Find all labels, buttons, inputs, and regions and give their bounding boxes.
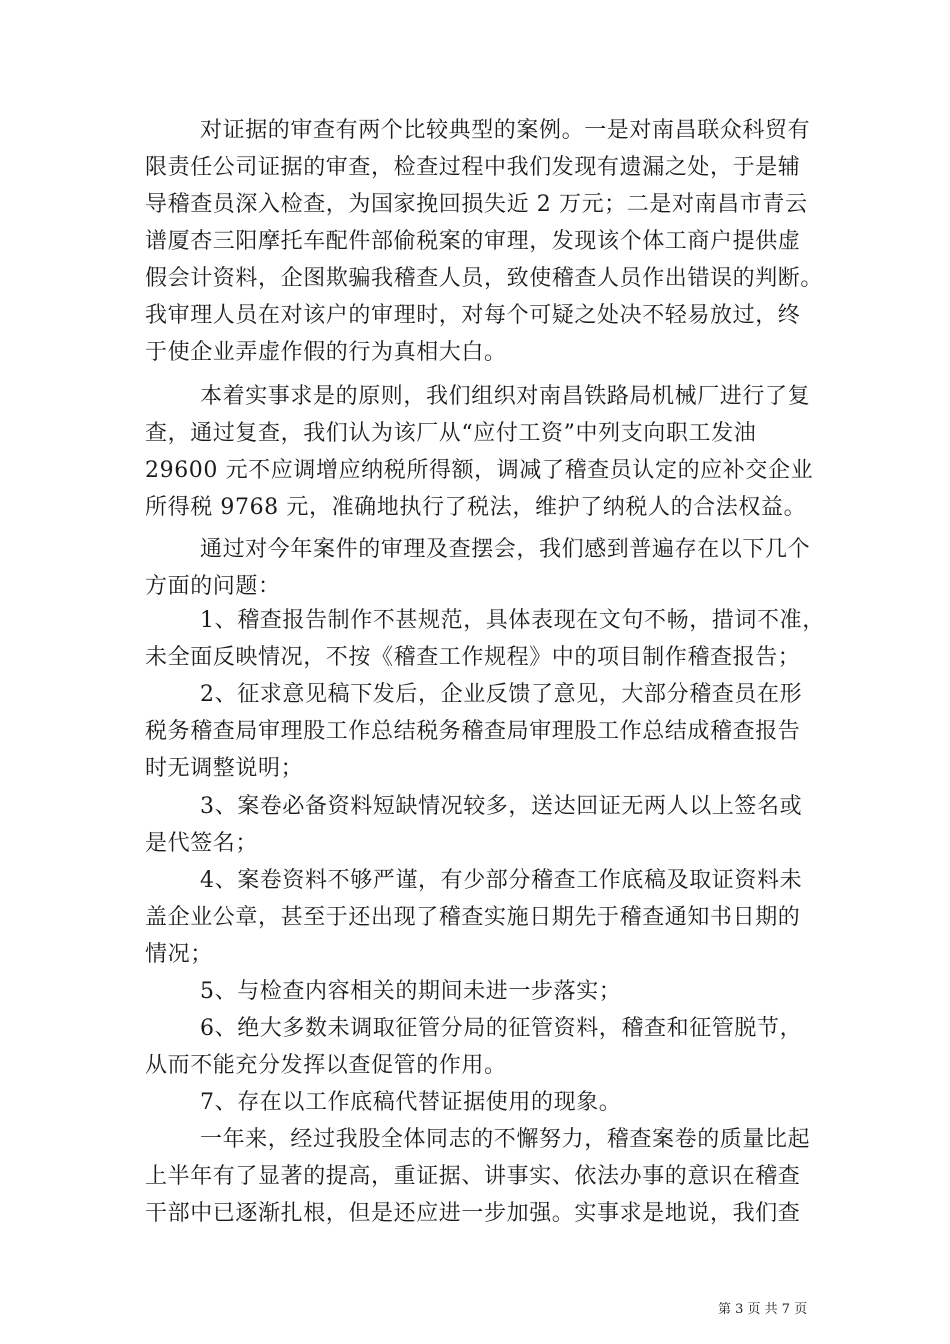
text-line: 通过对今年案件的审理及查摆会，我们感到普遍存在以下几个: [200, 537, 811, 562]
text-line: 是代签名；: [145, 831, 259, 856]
text-line: 上半年有了显著的提高，重证据、讲事实、依法办事的意识在稽查: [145, 1164, 801, 1189]
text-line: 4、案卷资料不够严谨，有少部分稽查工作底稿及取证资料未: [200, 868, 803, 893]
text-line: 谱厦杏三阳摩托车配件部偷税案的审理，发现该个体工商户提供虚: [145, 229, 801, 254]
text-line: 所得税 9768 元，准确地执行了税法，维护了纳税人的合法权益。: [145, 495, 807, 520]
text-line: 5、与检查内容相关的期间未进一步落实；: [200, 979, 622, 1004]
text-line: 假会计资料，企图欺骗我稽查人员，致使稽查人员作出错误的判断。: [145, 266, 824, 291]
text-line: 7、存在以工作底稿代替证据使用的现象。: [200, 1090, 622, 1115]
text-line: 方面的问题：: [145, 574, 281, 599]
text-line: 导稽查员深入检查，为国家挽回损失近 2 万元；二是对南昌市青云: [145, 192, 808, 217]
text-line: 对证据的审查有两个比较典型的案例。一是对南昌联众科贸有: [200, 118, 811, 143]
text-line: 本着实事求是的原则，我们组织对南昌铁路局机械厂进行了复: [200, 384, 811, 409]
text-line: 我审理人员在对该户的审理时，对每个可疑之处决不轻易放过，终: [145, 303, 801, 328]
text-line: 于使企业弄虚作假的行为真相大白。: [145, 340, 507, 365]
page-number: 第 3 页 共 7 页: [718, 1302, 808, 1317]
text-line: 盖企业公章，甚至于还出现了稽查实施日期先于稽查通知书日期的: [145, 905, 801, 930]
text-line: 情况；: [145, 942, 213, 967]
text-line: 1、稽查报告制作不甚规范，具体表现在文句不畅，措词不准，: [200, 608, 825, 633]
text-line: 限责任公司证据的审查，检查过程中我们发现有遗漏之处，于是辅: [145, 155, 801, 180]
text-line: 3、案卷必备资料短缺情况较多，送达回证无两人以上签名或: [200, 794, 803, 819]
text-line: 未全面反映情况，不按《稽查工作规程》中的项目制作稽查报告；: [145, 645, 801, 670]
text-line: 29600 元不应调增应纳税所得额，调减了稽查员认定的应补交企业: [145, 458, 814, 483]
text-line: 税务稽查局审理股工作总结税务稽查局审理股工作总结成稽查报告: [145, 719, 801, 744]
text-line: 查，通过复查，我们认为该厂从“应付工资”中列支向职工发油: [145, 421, 757, 446]
text-line: 6、绝大多数未调取征管分局的征管资料，稽查和征管脱节，: [200, 1016, 803, 1041]
text-line: 2、征求意见稿下发后，企业反馈了意见，大部分稽查员在形: [200, 682, 803, 707]
text-line: 从而不能充分发挥以查促管的作用。: [145, 1053, 507, 1078]
text-line: 干部中已逐渐扎根，但是还应进一步加强。实事求是地说，我们查: [145, 1201, 801, 1226]
text-line: 一年来，经过我股全体同志的不懈努力，稽查案卷的质量比起: [200, 1127, 811, 1152]
text-line: 时无调整说明；: [145, 756, 304, 781]
